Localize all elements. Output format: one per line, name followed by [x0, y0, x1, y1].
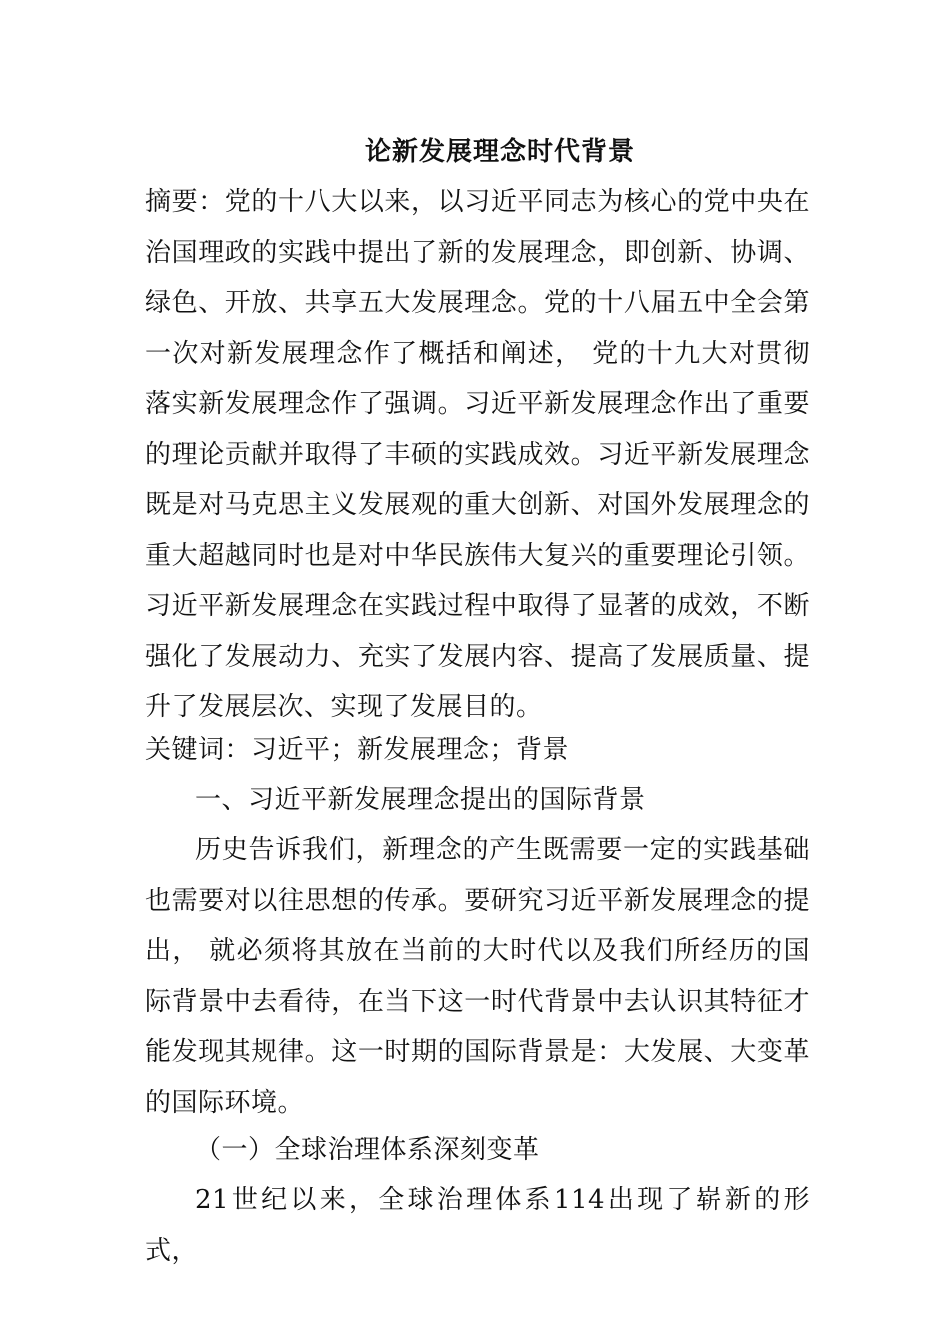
document-title: 论新发展理念时代背景	[364, 137, 635, 167]
section-heading: 一、习近平新发展理念提出的国际背景	[195, 785, 646, 815]
section-paragraph: 历史告诉我们，新理念的产生既需要一定的实践基础也需要对以往思想的传承。要研究习近平新发展理念的提出， 就必须将其放在当前的大时代以及我们所经历的国际背景中去看待，在当下这一时代背景中去认识其特征才能发现其规律。这一时期的国际背景是：大发展、大变革的国际环境。	[145, 835, 810, 1118]
subsection-heading: （一）全球治理体系深刻变革	[195, 1135, 540, 1165]
keywords-line: 关键词：习近平；新发展理念；背景	[145, 735, 570, 765]
abstract-paragraph: 摘要：党的十八大以来，以习近平同志为核心的党中央在治国理政的实践中提出了新的发展理念，即创新、协调、绿色、开放、共享五大发展理念。党的十八届五中全会第一次对新发展理念作了概括和阐述， 党的十九大对贯彻落实新发展理念作了强调。习近平新发展理念作出了重要的理论贡献并取得了丰硕的实践成效。习近平新发展理念既是对马克思主义发展观的重大创新、对国外发展理念的重大超越同时也是对中华民族伟大复兴的重要理论引领。习近平新发展理念在实践过程中取得了显著的成效，不断强化了发展动力、充实了发展内容、提高了发展质量、提升了发展层次、实现了发展目的。	[145, 187, 810, 722]
subsection-paragraph: 21世纪以来，全球治理体系114出现了崭新的形式，	[145, 1185, 810, 1266]
